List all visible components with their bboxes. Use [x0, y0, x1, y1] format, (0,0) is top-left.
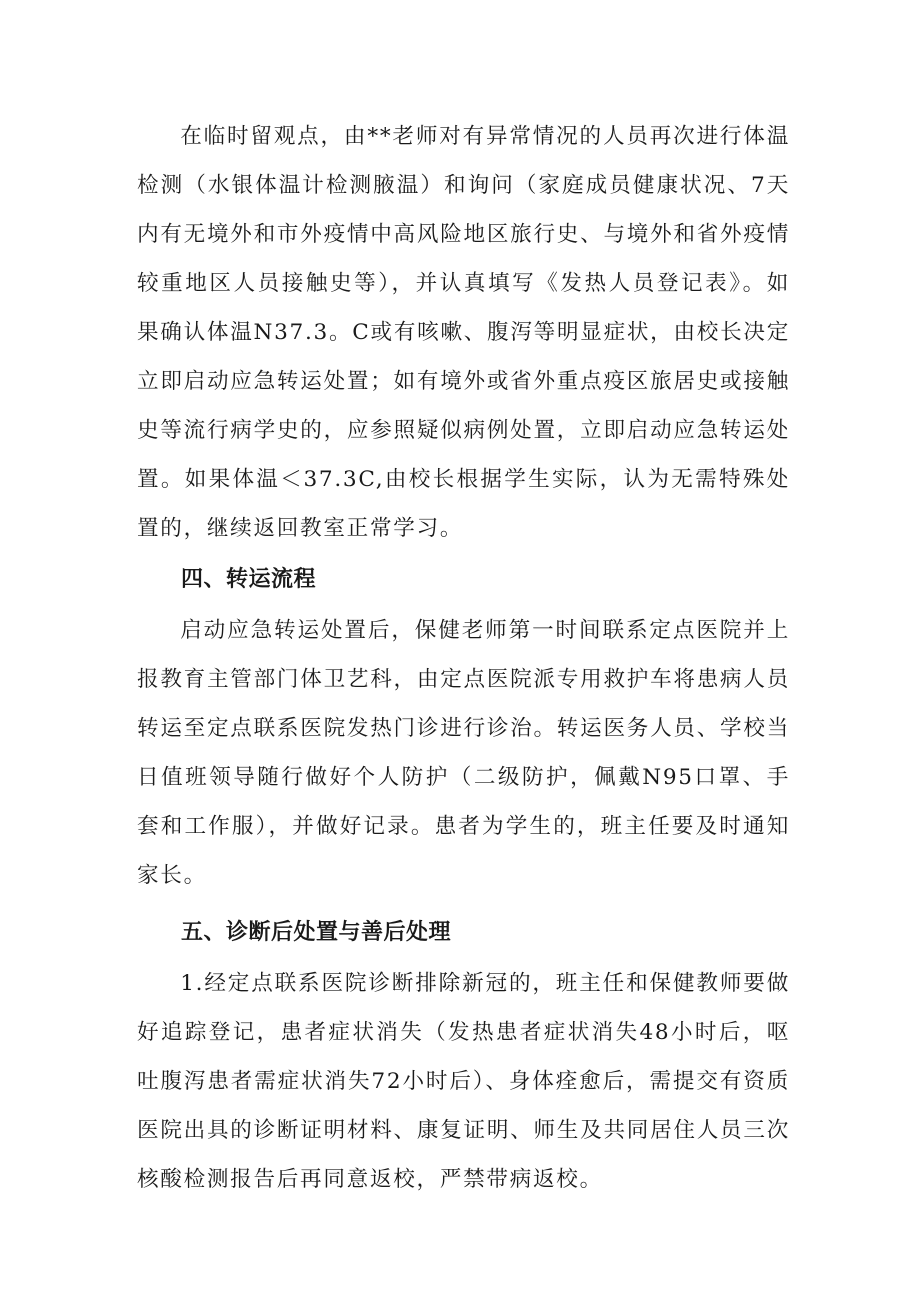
section-heading-transfer: 四、转运流程: [181, 567, 317, 592]
paragraph-observation: 在临时留观点，由**老师对有异常情况的人员再次进行体温检测（水银体温计检测腋温）和询问（家庭成员健康状况、7天内有无境外和市外疫情中高风险地区旅行史、与境外和省外疫情较重地区人员接触史等），并认真填写《发热人员登记表》。如果确认体温N37.3。C或有咳嗽、腹泻等明显症状，由校长决定立即启动应急转运处置；如有境外或省外重点疫区旅居史或接触史等流行病学史的，应参照疑似病例处置，立即启动应急转运处置。如果体温＜37.3C,由校长根据学生实际，认为无需特殊处置的，继续返回教室正常学习。: [137, 124, 790, 541]
document-body: [137, 112, 790, 1204]
paragraph-transfer: 启动应急转运处置后，保健老师第一时间联系定点医院并上报教育主管部门体卫艺科，由定点医院派专用救护车将患病人员转运至定点联系医院发热门诊进行诊治。转运医务人员、学校当日值班领导随行做好个人防护（二级防护，佩戴N95口罩、手套和工作服），并做好记录。患者为学生的，班主任要及时通知家长。: [137, 618, 790, 888]
section-heading-post-diagnosis: 五、诊断后处置与善后处理: [181, 920, 452, 945]
paragraph-post-diagnosis: 1.经定点联系医院诊断排除新冠的，班主任和保健教师要做好追踪登记，患者症状消失（发热患者症状消失48小时后，呕吐腹泻患者需症状消失72小时后）、身体痊愈后，需提交有资质医院出具的诊断证明材料、康复证明、师生及共同居住人员三次核酸检测报告后再同意返校，严禁带病返校。: [137, 971, 790, 1192]
